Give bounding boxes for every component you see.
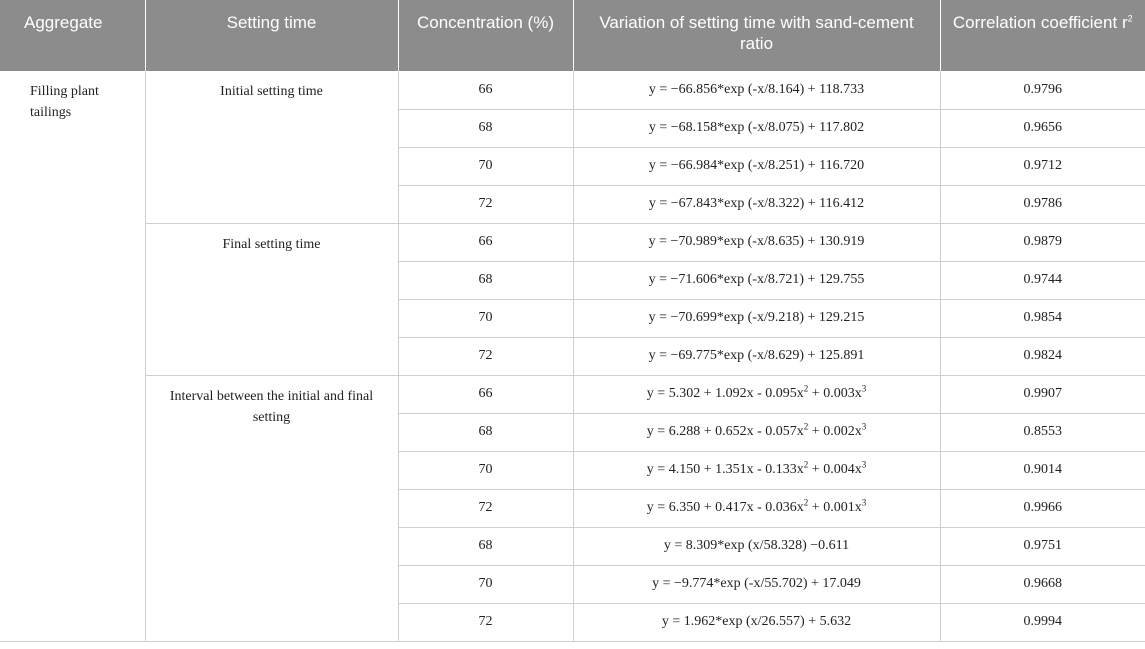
header-variation: Variation of setting time with sand-cement ratio: [573, 0, 940, 71]
concentration-cell: 68: [398, 527, 573, 565]
concentration-cell: 70: [398, 565, 573, 603]
concentration-cell: 68: [398, 413, 573, 451]
correlation-cell: 0.9907: [940, 375, 1145, 413]
setting-time-cell: Final setting time: [145, 223, 398, 375]
aggregate-cell: Filling plant tailings: [0, 71, 145, 641]
formula-cell: $y = 6.288 + 0.652x - 0.057x^2 + 0.002x^3$: [573, 413, 940, 451]
formula-cell: y = −71.606*exp (-x/8.721) + 129.755: [573, 261, 940, 299]
formula-cell: y = −70.989*exp (-x/8.635) + 130.919: [573, 223, 940, 261]
correlation-cell: 0.9712: [940, 147, 1145, 185]
concentration-cell: 72: [398, 489, 573, 527]
correlation-cell: 0.9994: [940, 603, 1145, 641]
correlation-cell: 0.9824: [940, 337, 1145, 375]
correlation-cell: 0.9751: [940, 527, 1145, 565]
concentration-cell: 66: [398, 375, 573, 413]
correlation-cell: 0.9744: [940, 261, 1145, 299]
header-correlation: Correlation coefficient $r^2$: [940, 0, 1145, 71]
table-header-row: [0, 0, 1145, 71]
correlation-cell: 0.9879: [940, 223, 1145, 261]
formula-cell: y = −69.775*exp (-x/8.629) + 125.891: [573, 337, 940, 375]
concentration-cell: 66: [398, 71, 573, 109]
table-row: [0, 375, 1145, 413]
formula-cell: y = −9.774*exp (-x/55.702) + 17.049: [573, 565, 940, 603]
concentration-cell: 72: [398, 337, 573, 375]
correlation-cell: 0.9854: [940, 299, 1145, 337]
concentration-cell: 72: [398, 185, 573, 223]
concentration-cell: 66: [398, 223, 573, 261]
formula-cell: $y = 4.150 + 1.351x - 0.133x^2 + 0.004x^3$: [573, 451, 940, 489]
concentration-cell: 68: [398, 261, 573, 299]
formula-cell: y = −67.843*exp (-x/8.322) + 116.412: [573, 185, 940, 223]
header-aggregate: Aggregate: [0, 0, 145, 71]
formula-cell: y = −66.984*exp (-x/8.251) + 116.720: [573, 147, 940, 185]
formula-cell: $y = 5.302 + 1.092x - 0.095x^2 + 0.003x^3$: [573, 375, 940, 413]
concentration-cell: 72: [398, 603, 573, 641]
setting-time-cell: Interval between the initial and final setting: [145, 375, 398, 641]
table-row: [0, 71, 1145, 109]
correlation-cell: 0.9966: [940, 489, 1145, 527]
formula-cell: y = −68.158*exp (-x/8.075) + 117.802: [573, 109, 940, 147]
correlation-cell: 0.9656: [940, 109, 1145, 147]
correlation-cell: 0.9014: [940, 451, 1145, 489]
header-setting-time: Setting time: [145, 0, 398, 71]
setting-time-cell: Initial setting time: [145, 71, 398, 223]
correlation-cell: 0.8553: [940, 413, 1145, 451]
formula-cell: y = 1.962*exp (x/26.557) + 5.632: [573, 603, 940, 641]
correlation-cell: 0.9786: [940, 185, 1145, 223]
concentration-cell: 68: [398, 109, 573, 147]
concentration-cell: 70: [398, 299, 573, 337]
header-concentration: Concentration (%): [398, 0, 573, 71]
formula-cell: y = 8.309*exp (x/58.328) −0.611: [573, 527, 940, 565]
correlation-cell: 0.9796: [940, 71, 1145, 109]
concentration-cell: 70: [398, 451, 573, 489]
concentration-cell: 70: [398, 147, 573, 185]
formula-cell: y = −66.856*exp (-x/8.164) + 118.733: [573, 71, 940, 109]
formula-cell: y = −70.699*exp (-x/9.218) + 129.215: [573, 299, 940, 337]
table-body: [0, 71, 1145, 641]
formula-cell: $y = 6.350 + 0.417x - 0.036x^2 + 0.001x^3$: [573, 489, 940, 527]
correlation-cell: 0.9668: [940, 565, 1145, 603]
table-row: [0, 223, 1145, 261]
